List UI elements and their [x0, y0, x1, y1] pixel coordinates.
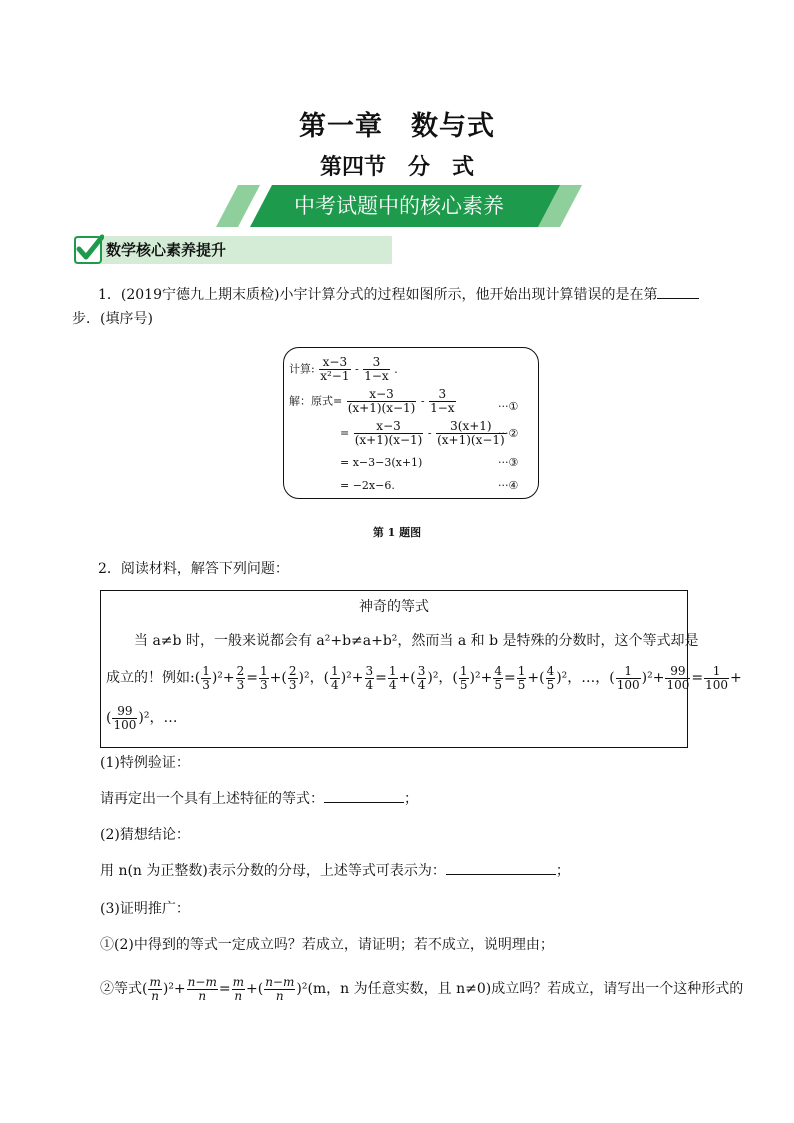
- fig-calc-label: 计算:: [289, 362, 315, 376]
- fig-step2: = $\frac{x-3}{(x+1)(x-1)}$ - $\frac{3(x+1)}{(x+1)(x-1)}$: [340, 419, 505, 447]
- q2-part3-1: ①(2)中得到的等式一定成立吗？若成立，请证明；若不成立，说明理由；: [100, 937, 554, 953]
- q2-part1-label: (1)特例验证：: [100, 755, 190, 771]
- fig-mark-2: ···②: [498, 427, 519, 440]
- fig-mark-4: ···④: [498, 479, 519, 492]
- q2-part3-label: (3)证明推广：: [100, 901, 190, 917]
- material-line3: ( $\frac{99}{100}$ )²，…: [106, 703, 178, 732]
- fig-solve-label: 解：原式=: [289, 394, 343, 408]
- fig-step1: 解：原式= $\frac{x-3}{(x+1)(x-1)}$ - $\frac{3}{1-x}$: [289, 387, 455, 415]
- fig-mark-1: ···①: [498, 400, 519, 413]
- q1-text: 1．(2019宁德九上期末质检)小宇计算分式的过程如图所示，他开始出现计算错误的是在第: [98, 287, 658, 303]
- q2-part2-blank[interactable]: [446, 860, 556, 875]
- fig-mark-3: ···③: [498, 456, 519, 469]
- q2-intro: 2．阅读材料，解答下列问题：: [98, 561, 289, 577]
- material-line2: 成立的！例如:( $\frac{1}{3}$ )²+ $\frac{2}{3}$ = $\frac{1}{3}$ +( $\frac{2}{3}$ )²，( $\frac{1}{4}$ )²+ $\frac{3}{4}$ = $\frac{1}{4}$ +( $\frac{3}{4}$ )²，( $\frac{1}{5}$ )²+ $\frac{4}{5}$ = $\frac{1}{5}$ +( $\frac{4}{5}$ )²，…，( $\frac{1}{100}$ )²+ $\frac{99}{100}$ = $\frac{1}{100}$ +: [106, 663, 742, 692]
- core-heading-text: 数学核心素养提升: [106, 241, 227, 259]
- q2-part2-line: 用 n(n 为正整数)表示分数的分母，上述等式可表示为： ；: [100, 860, 570, 882]
- fig-calc-line: 计算: $\frac{x-3}{\text{x²−1}}$ - $\frac{3}{1-x}$ ．: [289, 355, 406, 383]
- chapter-title: 第一章 数与式: [299, 111, 495, 142]
- q1-line2: 步．(填序号): [72, 311, 153, 327]
- material-line1: 当 a≠b 时，一般来说都会有 a²+b≠a+b²，然而当 a 和 b 是特殊的分数时，这个等式却是: [134, 633, 699, 649]
- q2-part2-label: (2)猜想结论：: [100, 827, 190, 843]
- fig-step4: = −2x−6.: [340, 479, 395, 492]
- material-title: 神奇的等式: [359, 599, 429, 615]
- banner-text: 中考试题中的核心素养: [294, 194, 504, 218]
- q2-part1-blank[interactable]: [324, 788, 404, 803]
- section-title: 第四节 分 式: [319, 155, 474, 180]
- q1-line1: [98, 284, 699, 306]
- check-icon: [74, 234, 104, 264]
- q2-part1-line: 请再定出一个具有上述特征的等式： ；: [100, 788, 418, 810]
- fig-frac-1: $\frac{x-3}{\text{x²−1}}$: [320, 355, 350, 383]
- q2-part3-2: ②等式( $\frac{m}{n}$ )²+ $\frac{n-m}{n}$ = $\frac{m}{n}$ +( $\frac{n-m}{n}$ )²(m，n 为任意实数，且 n≠0)成立吗？若成立，请写出一个这种形式的: [100, 974, 744, 1003]
- fig-frac-2: $\frac{3}{1-x}$: [364, 355, 389, 383]
- fig-step3: = x−3−3(x+1): [340, 456, 423, 469]
- q1-answer-blank[interactable]: [657, 284, 699, 299]
- figure-caption: 第 1 题图: [372, 526, 422, 539]
